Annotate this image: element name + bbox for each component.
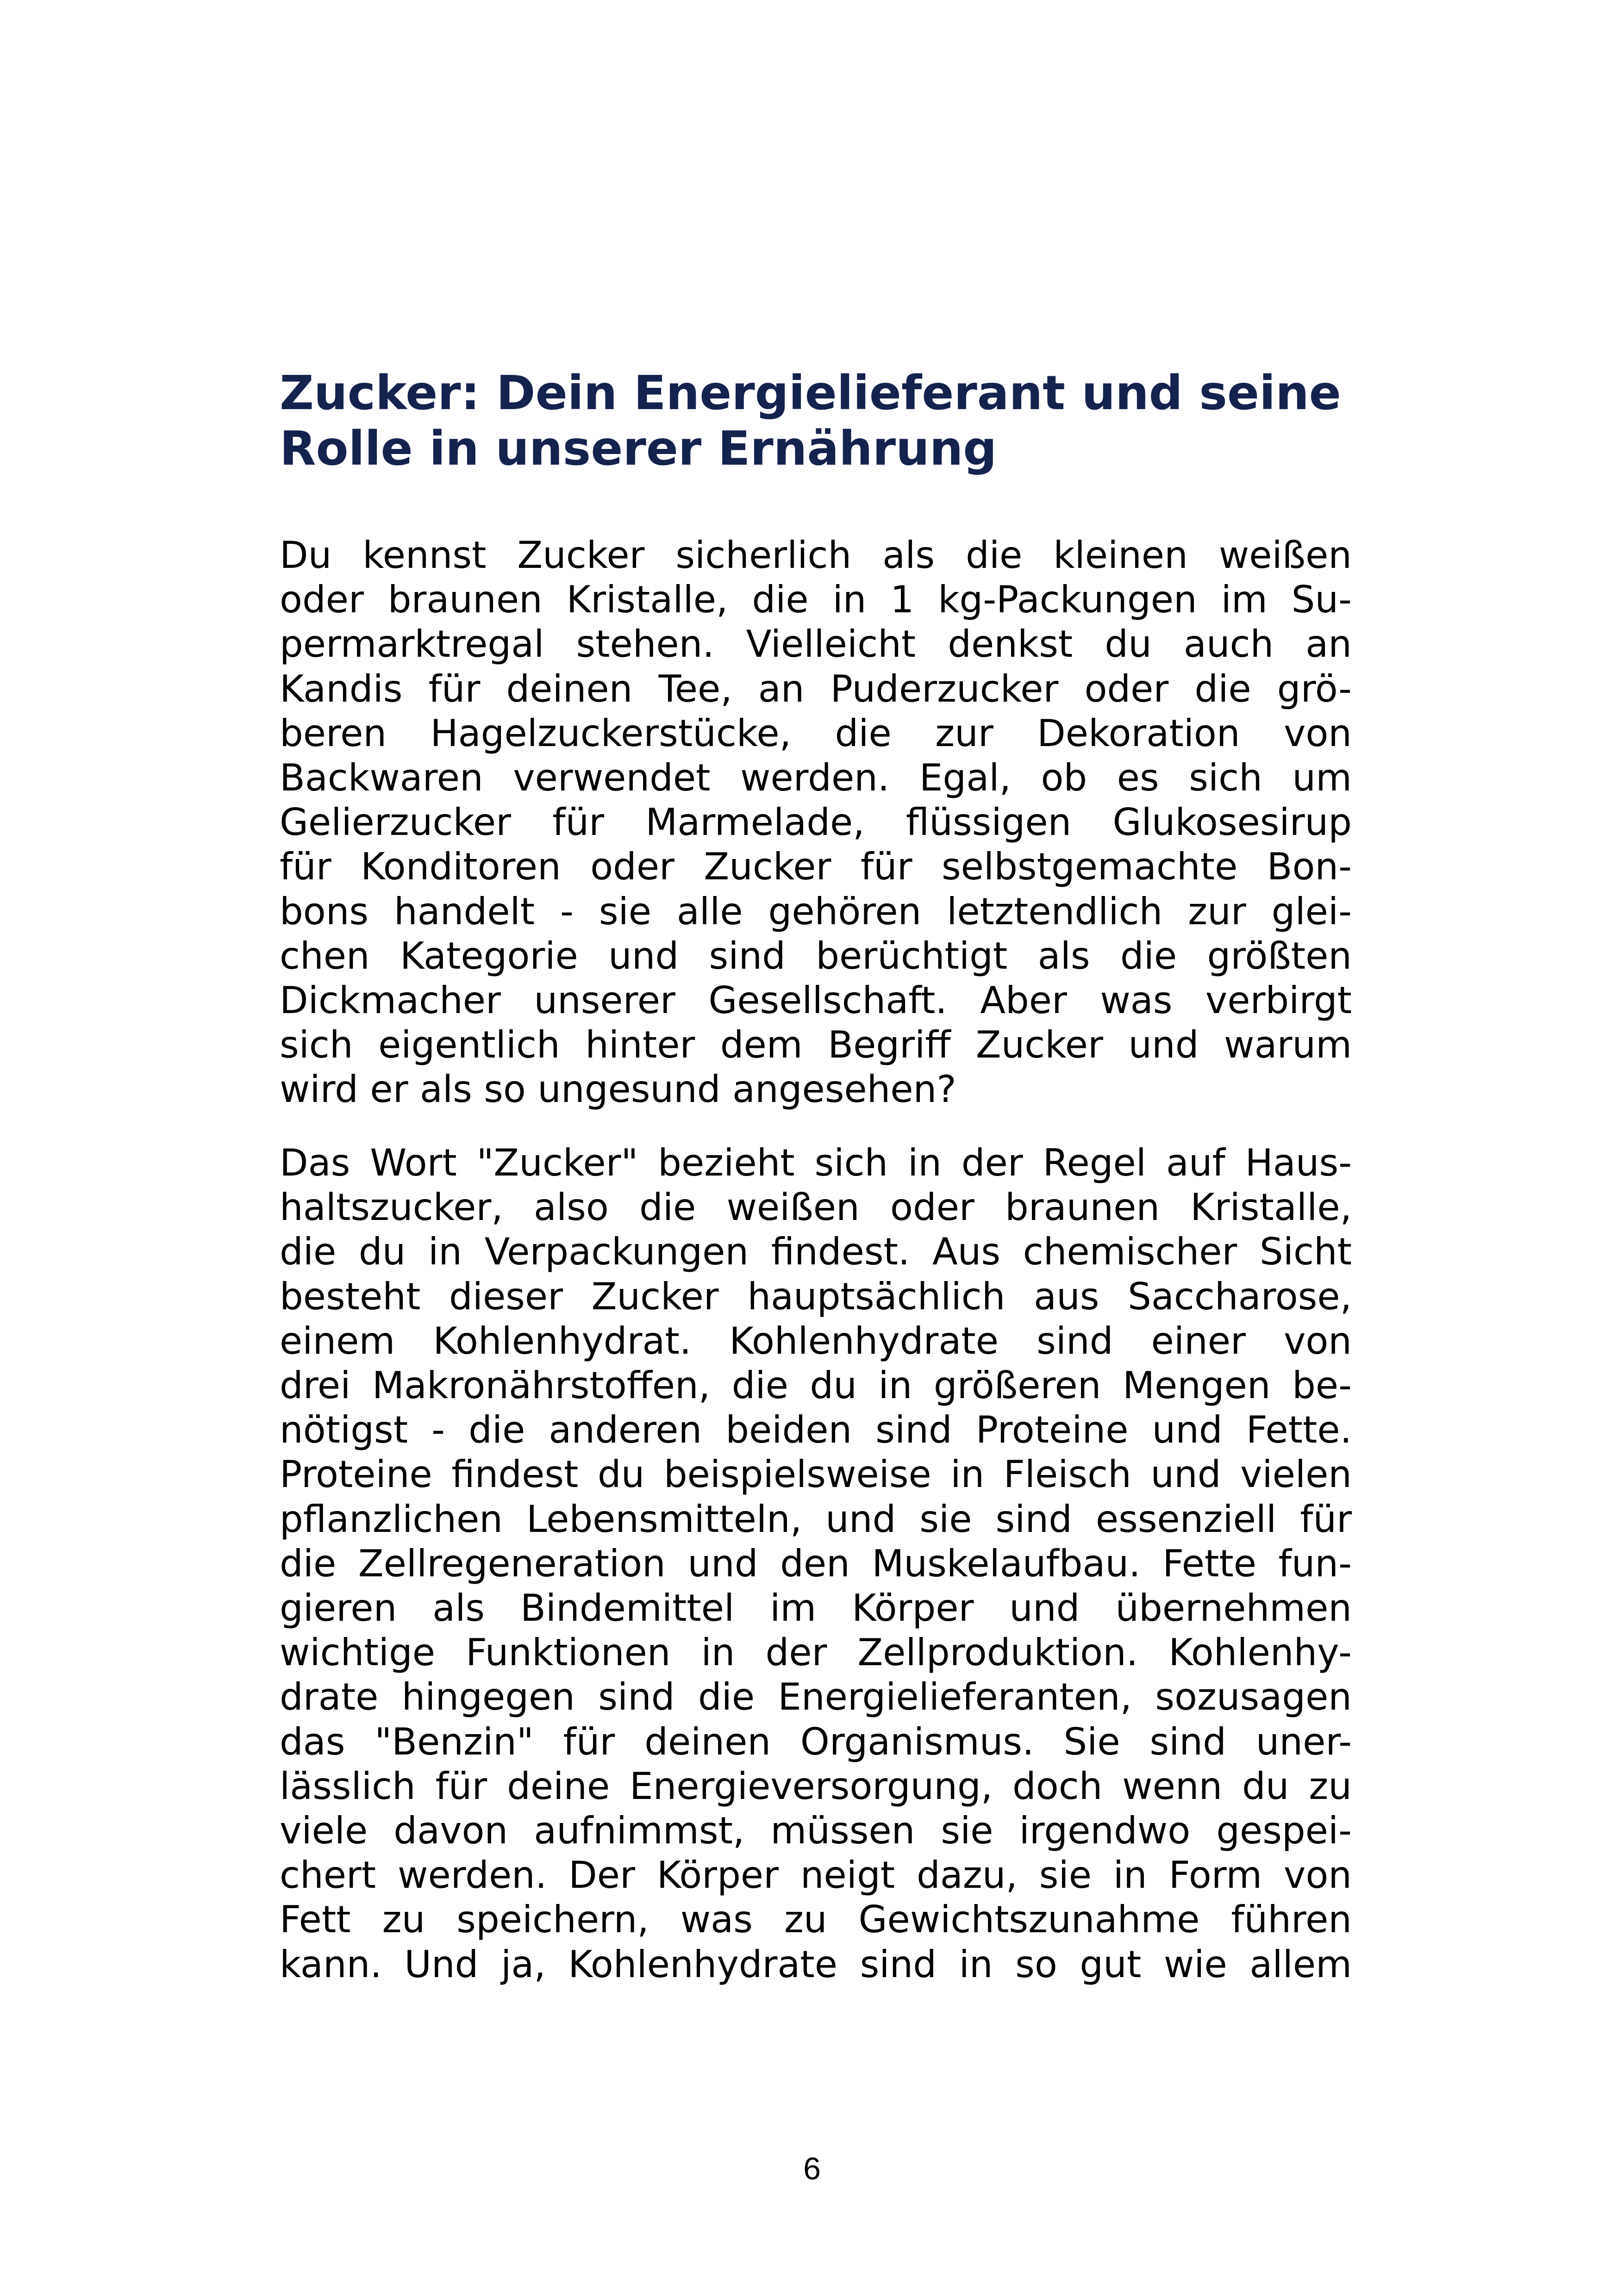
chapter-heading-line: Rolle in unserer Ernährung <box>280 421 997 476</box>
text-line: Proteine findest du beispielsweise in Fleisch und vielen <box>280 1453 1352 1496</box>
chapter-heading <box>280 366 1344 477</box>
text-line: gieren als Bindemittel im Körper und übernehmen <box>280 1587 1352 1630</box>
text-line: haltszucker, also die weißen oder braunen Kristalle, <box>280 1186 1352 1229</box>
text-line: das "Benzin" für deinen Organismus. Sie sind uner- <box>280 1720 1352 1763</box>
text-line: chen Kategorie und sind berüchtigt als die größten <box>280 934 1352 977</box>
body-paragraph-2 <box>280 1141 1352 1987</box>
text-line: lässlich für deine Energieversorgung, doch wenn du zu <box>280 1764 1352 1808</box>
text-line: kann. Und ja, Kohlenhydrate sind in so gut wie allem <box>280 1942 1352 1986</box>
text-line: oder braunen Kristalle, die in 1 kg-Packungen im Su- <box>280 578 1352 622</box>
text-line: Fett zu speichern, was zu Gewichtszunahme führen <box>280 1898 1352 1941</box>
text-line: wichtige Funktionen in der Zellproduktion. Kohlenhy- <box>280 1631 1352 1674</box>
text-line: pflanzlichen Lebensmitteln, und sie sind essenziell für <box>280 1497 1352 1541</box>
text-line: Kandis für deinen Tee, an Puderzucker oder die grö- <box>280 667 1352 710</box>
page-number: 6 <box>803 2151 821 2186</box>
text-line: bons handelt - sie alle gehören letztendlich zur glei- <box>280 890 1352 933</box>
text-line: viele davon aufnimmst, müssen sie irgendwo gespei- <box>280 1809 1352 1853</box>
text-line: die du in Verpackungen findest. Aus chemischer Sicht <box>280 1230 1352 1274</box>
chapter-heading-line: Zucker: Dein Energielieferant und seine <box>280 366 1341 421</box>
text-line: besteht dieser Zucker hauptsächlich aus Saccharose, <box>280 1275 1352 1318</box>
text-line: wird er als so ungesund angesehen? <box>280 1068 956 1111</box>
text-line: sich eigentlich hinter dem Begriff Zucker und warum <box>280 1023 1352 1067</box>
text-line: nötigst - die anderen beiden sind Proteine und Fette. <box>280 1408 1352 1452</box>
text-line: Dickmacher unserer Gesellschaft. Aber was verbirgt <box>280 979 1352 1022</box>
text-line: beren Hagelzuckerstücke, die zur Dekoration von <box>280 711 1352 755</box>
text-line: drei Makronährstoffen, die du in größeren Mengen be- <box>280 1364 1352 1407</box>
text-line: einem Kohlenhydrat. Kohlenhydrate sind einer von <box>280 1319 1352 1363</box>
text-line: Backwaren verwendet werden. Egal, ob es sich um <box>280 756 1352 800</box>
text-line: Das Wort "Zucker" bezieht sich in der Regel auf Haus- <box>280 1141 1352 1184</box>
text-line: drate hingegen sind die Energielieferanten, sozusagen <box>280 1675 1352 1719</box>
text-line: Gelierzucker für Marmelade, flüssigen Glukosesirup <box>280 801 1352 844</box>
text-line: chert werden. Der Körper neigt dazu, sie in Form von <box>280 1854 1352 1897</box>
text-line: permarktregal stehen. Vielleicht denkst du auch an <box>280 622 1352 666</box>
text-line: für Konditoren oder Zucker für selbstgemachte Bon- <box>280 845 1352 889</box>
body-paragraph-1 <box>280 533 1352 1112</box>
text-line: die Zellregeneration und den Muskelaufbau. Fette fun- <box>280 1542 1352 1585</box>
text-line: Du kennst Zucker sicherlich als die kleinen weißen <box>280 534 1352 577</box>
